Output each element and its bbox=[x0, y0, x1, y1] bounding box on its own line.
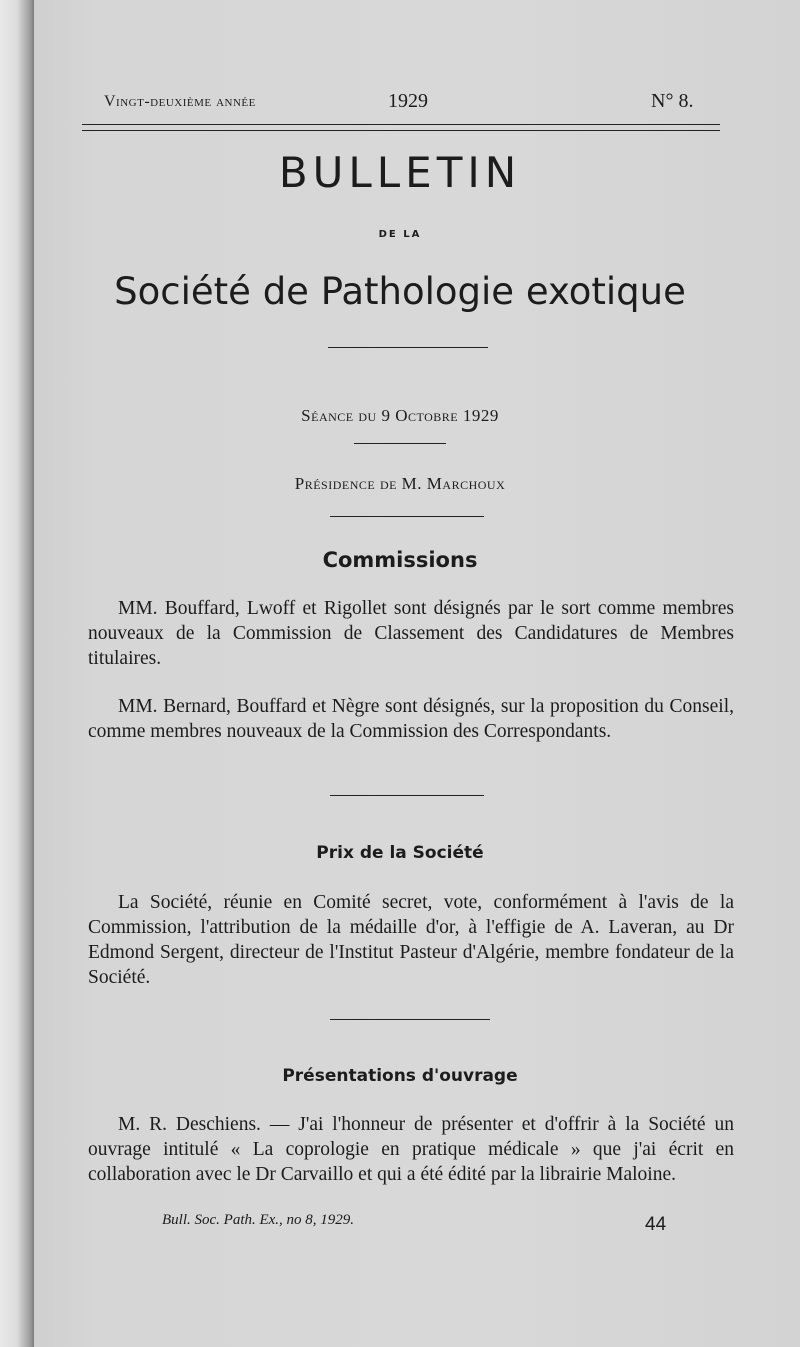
paragraph-commissions-2: MM. Bernard, Bouffard et Nègre sont désignés, sur la proposition du Conseil, comme membres nouveaux de la Commission des Correspondants. bbox=[88, 696, 734, 742]
section-rule-1 bbox=[330, 795, 484, 796]
bulletin-title: BULLETIN bbox=[278, 148, 522, 197]
paragraph-commissions-1: MM. Bouffard, Lwoff et Rigollet sont désignés par le sort comme membres nouveaux de la Commission de Classement des Candidatures de Membres titulaires. bbox=[88, 598, 734, 669]
section-heading-commissions: Commissions bbox=[322, 548, 478, 572]
session-presidency: Présidence de M. Marchoux bbox=[294, 474, 506, 493]
running-head-year-label: Vingt-deuxième année bbox=[104, 93, 256, 110]
section-heading-prix: Prix de la Société bbox=[316, 843, 484, 863]
presidency-rule bbox=[330, 516, 484, 517]
page-number: 44 bbox=[645, 1214, 667, 1235]
section-rule-2 bbox=[330, 1019, 490, 1020]
society-title: Société de Pathologie exotique bbox=[114, 270, 686, 313]
section-heading-presentations: Présentations d'ouvrage bbox=[282, 1066, 518, 1086]
session-rule bbox=[354, 443, 446, 444]
running-head-issue: N° 8. bbox=[651, 90, 694, 112]
session-date: Séance du 9 Octobre 1929 bbox=[301, 406, 499, 425]
title-rule bbox=[328, 347, 488, 348]
paragraph-presentations: M. R. Deschiens. — J'ai l'honneur de présenter et d'offrir à la Société un ouvrage intitulé « La coprologie en pratique médicale » que j'ai écrit en collaboration avec le Dr Carvaillo et qui a été édité par la librairie Maloine. bbox=[88, 1114, 734, 1185]
footer-reference: Bull. Soc. Path. Ex., no 8, 1929. bbox=[162, 1212, 355, 1228]
paragraph-prix: La Société, réunie en Comité secret, vote, conformément à l'avis de la Commission, l'attribution de la médaille d'or, à l'effigie de A. Laveran, au Dr Edmond Sergent, directeur de l'Institut Pasteur d'Algérie, membre fondateur de la Société. bbox=[88, 892, 734, 988]
header-double-rule bbox=[82, 124, 720, 131]
running-head-year: 1929 bbox=[388, 90, 428, 112]
title-connector: DE LA bbox=[378, 229, 422, 240]
book-spine-shadow bbox=[0, 0, 34, 1347]
